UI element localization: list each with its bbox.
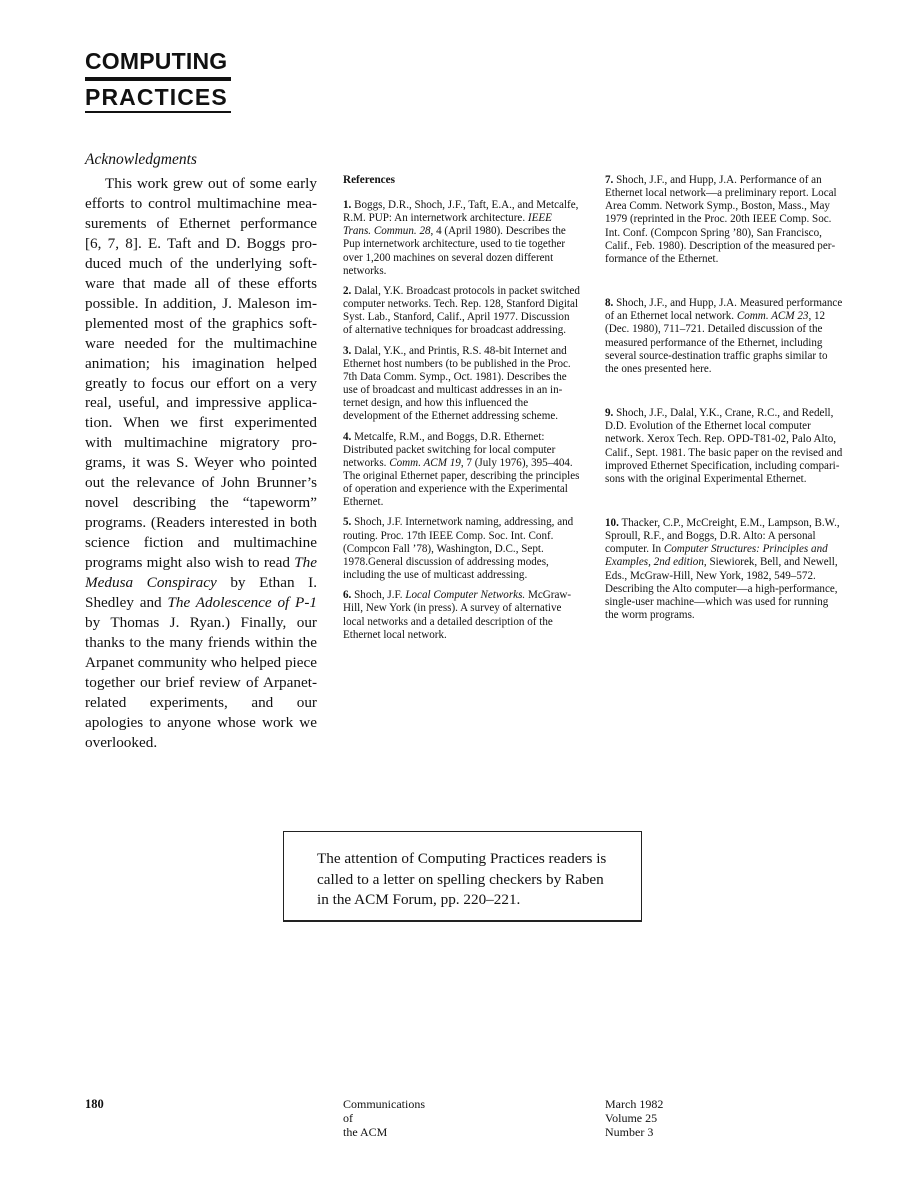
reference-item-7: 7. Shoch, J.F., and Hupp, J.A. Performance of an Ethernet local network—a preliminary report. Local Area Comm. Network Symp., Boston, Mass., May 1979 (reprinted in the Proc. 20th IEEE Comp. Soc. Int. Conf. (Compcon Spring ’80), San Francisco, Calif., Feb. 1980). Description of the measured performance of the Ethernet. [605, 174, 837, 265]
reference-text: Dalal, Y.K. Broadcast protocols in packet switched computer networks. Tech. Rep. 128, Stanford Digital Syst. Lab., Stanford, Calif., April 1977. Discussion of alternative techniques for broadcast addressing. [343, 284, 580, 337]
journal-line: the ACM [343, 1125, 388, 1139]
section-header [85, 48, 231, 113]
journal-line: Communications [343, 1097, 425, 1111]
references-column-right [605, 174, 843, 622]
issue-volume: Volume 25 [605, 1111, 658, 1125]
issue-date: March 1982 [605, 1097, 664, 1111]
reference-item-5: 5. Shoch, J.F. Internetwork naming, addressing, and routing. Proc. 17th IEEE Comp. Soc. Int. Conf. (Compcon Fall ’78), Washington, D.C., Sept. 1978.General discussion of addressing modes, including the use of multicast addressing. [343, 516, 574, 582]
issue-info [605, 1097, 663, 1139]
reference-text: Dalal, Y.K., and Printis, R.S. 48-bit Internet and Ethernet host numbers (to be published in the Proc. 7th Data Comm. Symp., Oct. 1981). Describes the use of broadcast and multicast addresses in an internet design, and how this influenced the development of the Ethernet addressing scheme. [343, 344, 571, 423]
reference-item-2: 2. Dalal, Y.K. Broadcast protocols in packet switched computer networks. Tech. Rep. 128, Stanford Digital Syst. Lab., Stanford, Calif., April 1977. Discussion of alternative techniques for broadcast addressing. [343, 284, 580, 337]
reference-item-1: 1. Boggs, D.R., Shoch, J.F., Taft, E.A., and Metcalfe, R.M. PUP: An internetwork architecture. IEEE Trans. Commun. 28, 4 (April 1980). Describes the Pup internetwork architecture, used to tie together over 1,200 machines on several dozen different networks. [343, 199, 579, 277]
page-number: 180 [85, 1097, 104, 1111]
reference-text: Shoch, J.F., and Hupp, J.A. Measured performance of an Ethernet local network. Comm. ACM 23, 12 (Dec. 1980), 711–721. Detailed discussion of the measured performance of the Ethernet, including several source-destination traffic graphs similar to the ones presented here. [605, 297, 843, 375]
notice-text: The attention of Computing Practices readers is called to a letter on spelling checkers by Raben in the ACM Forum, pp. 220–221. [317, 850, 607, 908]
reference-text: Shoch, J.F., Dalal, Y.K., Crane, R.C., and Redell, D.D. Evolution of the Ethernet local computer network. Xerox Tech. Rep. OPD-T81-02, Palo Alto, Calif., Sept. 1981. The basic paper on the revised and improved Ethernet Specification, including comparisons with the original Experimental Ethernet. [605, 407, 843, 485]
references-heading: References [343, 174, 395, 186]
journal-name [343, 1097, 425, 1139]
references-column-left [343, 174, 581, 642]
reference-text: Boggs, D.R., Shoch, J.F., Taft, E.A., and Metcalfe, R.M. PUP: An internetwork architecture. IEEE Trans. Commun. 28, 4 (April 1980). Describes the Pup internetwork architecture, used to tie together over 1,200 machines on several dozen different networks. [343, 199, 579, 277]
reference-item-9: 9. Shoch, J.F., Dalal, Y.K., Crane, R.C., and Redell, D.D. Evolution of the Ethernet local computer network. Xerox Tech. Rep. OPD-T81-02, Palo Alto, Calif., Sept. 1981. The basic paper on the revised and improved Ethernet Specification, including comparisons with the original Experimental Ethernet. [605, 407, 843, 485]
acknowledgments-body: This work grew out of some early efforts to control multimachine measurements of Ethernet performance [6, 7, 8]. E. Taft and D. Boggs produced much of the underlying software that made all of these efforts possible. In addition, J. Maleson implemented most of the graphics software needed for the multimachine animation; his imagination helped greatly to focus our effort on a very real, useful, and impressive application. When we first experimented with multimachine migratory programs, it was S. Weyer who pointed out the relevance of John Brunner’s novel describing the “tapeworm” programs. (Readers interested in both science fiction and multimachine programs might also wish to read The Medusa Conspiracy by Ethan I. Shedley and The Adolescence of P-1 by Thomas J. Ryan.) Finally, our thanks to the many friends within the Arpanet community who helped piece together our brief review of Arpanet-related experiments, and our apologies to anyone whose work we overlooked. [85, 175, 317, 751]
reference-text: Shoch, J.F., and Hupp, J.A. Performance of an Ethernet local network—a preliminary report. Local Area Comm. Network Symp., Boston, Mass., May 1979 (reprinted in the Proc. 20th IEEE Comp. Soc. Int. Conf. (Compcon Spring ’80), San Francisco, Calif., Feb. 1980). Description of the measured performance of the Ethernet. [605, 174, 837, 265]
reference-item-8: 8. Shoch, J.F., and Hupp, J.A. Measured performance of an Ethernet local network. Comm. ACM 23, 12 (Dec. 1980), 711–721. Detailed discussion of the measured performance of the Ethernet, including several source-destination traffic graphs similar to the ones presented here. [605, 297, 843, 375]
header-underline [85, 111, 231, 113]
journal-line: of [343, 1111, 353, 1125]
acknowledgments-heading: Acknowledgments [85, 151, 197, 168]
reference-item-6: 6. Shoch, J.F. Local Computer Networks. McGraw-Hill, New York (in press). A survey of alternative local networks and a detailed description of the Ethernet local network. [343, 589, 572, 641]
reference-text: Metcalfe, R.M., and Boggs, D.R. Ethernet: Distributed packet switching for local computer networks. Comm. ACM 19, 7 (July 1976), 395–404. The original Ethernet paper, describing the principles of operation and experience with the Experimental Ethernet. [343, 430, 580, 509]
reference-text: Shoch, J.F. Internetwork naming, addressing, and routing. Proc. 17th IEEE Comp. Soc. Int. Conf. (Compcon Fall ’78), Washington, D.C., Sept. 1978.General discussion of addressing modes, including the use of multicast addressing. [343, 516, 574, 582]
reference-item-3: 3. Dalal, Y.K., and Printis, R.S. 48-bit Internet and Ethernet host numbers (to be published in the Proc. 7th Data Comm. Symp., Oct. 1981). Describes the use of broadcast and multicast addresses in an internet design, and how this influenced the development of the Ethernet addressing scheme. [343, 344, 571, 423]
reference-item-10: 10. Thacker, C.P., McCreight, E.M., Lampson, B.W., Sproull, R.F., and Boggs, D.R. Alto: A personal computer. In Computer Structures: Principles and Examples, 2nd edition, Siewiorek, Bell, and Newell, Eds., McGraw-Hill, New York, 1982, 549–572. Describing the Alto computer—a high-performance, single-user machine—which was used for running the worm programs. [605, 516, 840, 622]
header-rule [85, 77, 231, 81]
acknowledgments-section [85, 150, 317, 753]
issue-number: Number 3 [605, 1125, 654, 1139]
reference-text: Thacker, C.P., McCreight, E.M., Lampson, B.W., Sproull, R.F., and Boggs, D.R. Alto: A personal computer. In Computer Structures: Principles and Examples, 2nd edition, Siewiorek, Bell, and Newell, Eds., McGraw-Hill, New York, 1982, 549–572. Describing the Alto computer—a high-performance, single-user machine—which was used for running the worm programs. [605, 516, 840, 622]
reference-item-4: 4. Metcalfe, R.M., and Boggs, D.R. Ethernet: Distributed packet switching for local computer networks. Comm. ACM 19, 7 (July 1976), 395–404. The original Ethernet paper, describing the principles of operation and experience with the Experimental Ethernet. [343, 430, 580, 509]
section-title-line1: COMPUTING [85, 48, 228, 74]
section-title-line2: PRACTICES [85, 84, 228, 110]
reference-text: Shoch, J.F. Local Computer Networks. McGraw-Hill, New York (in press). A survey of alternative local networks and a detailed description of the Ethernet local network. [343, 589, 572, 641]
